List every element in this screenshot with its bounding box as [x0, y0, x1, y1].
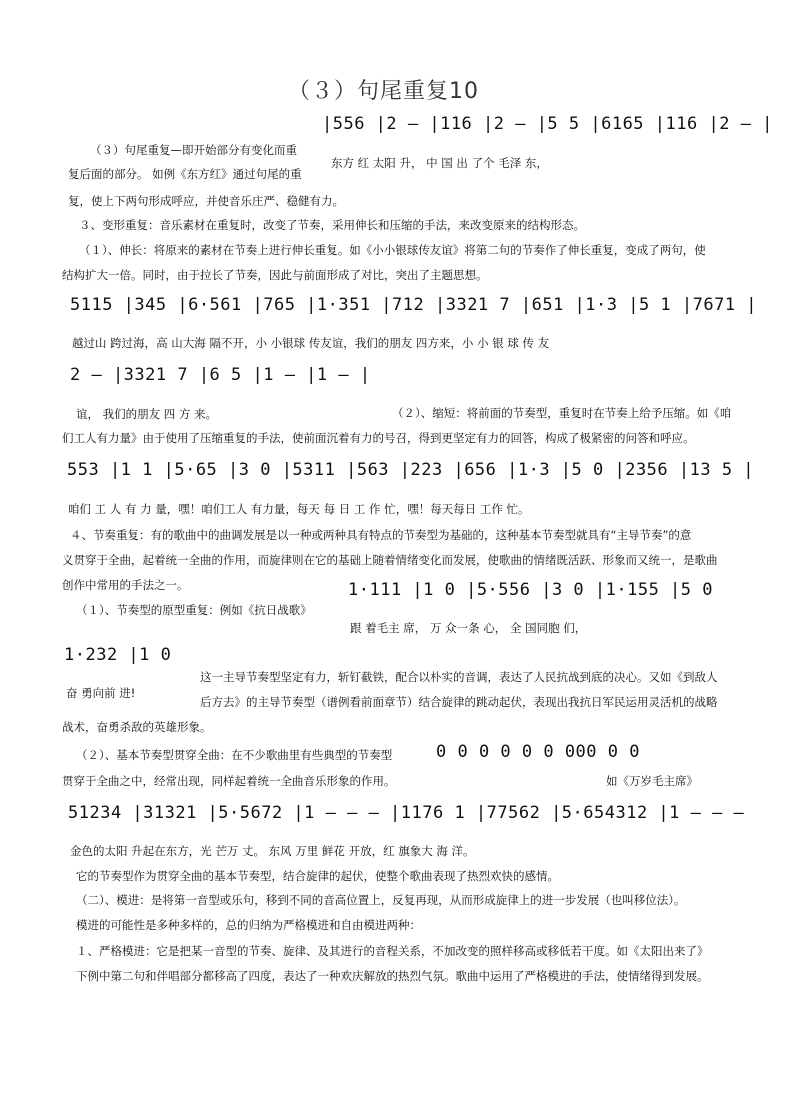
score-yinqiu-lyrics-2: 谊， 我们的朋友 四 方 来。	[76, 407, 218, 421]
score-kangri-lyrics-1: 跟 着毛主 席， 万 众一条 心， 全 国同胞 们，	[350, 621, 587, 635]
paragraph-line: （二）、模进：是将第一音型或乐句，移到不同的音高位置上，反复再现，从而形成旋律上的进一步发展（也叫移位法）。	[76, 893, 686, 907]
paragraph-line: ４、节奏重复：有的歌曲中的曲调发展是以一种或两种具有特点的节奏型为基础的，这种基本节奏型就具有“主导节奏”的意	[70, 528, 692, 542]
score-maozhuxi-lyrics: 金色的太阳 升起在东方，光 芒万 丈。 东风 万里 鲜花 开放，红 旗象大 海 洋。	[70, 844, 475, 858]
paragraph-line: （１）、伸长：将原来的素材在节奏上进行伸长重复。如《小小银球传友谊》将第二句的节奏作了伸长重复，变成了两句，使	[79, 243, 706, 257]
paragraph-line: 贯穿于全曲之中，经常出现，同样起着统一全曲音乐形象的作用。	[62, 774, 396, 788]
paragraph-line: 后方去》的主导节奏型（谱例看前面章节）结合旋律的跳动起伏，表现出我抗日军民运用灵活机的战略	[200, 695, 718, 709]
page-title: （３）句尾重复10	[288, 79, 479, 104]
score-kangri-notes-2: 1·232 |1 0	[64, 645, 172, 665]
paragraph-line: 义贯穿于全曲，起着统一全曲的作用，而旋律则在它的基础上随着情绪变化而发展，使歌曲的情绪既活跃、形象而又统一，是歌曲	[62, 553, 718, 567]
paragraph-line: 这一主导节奏型坚定有力，斩钉截铁，配合以朴实的音调，表达了人民抗战到底的决心。又如《到敌人	[200, 670, 718, 684]
paragraph-line: 复，使上下两句形成呼应，并使音乐庄严、稳健有力。	[68, 194, 344, 208]
paragraph-line: 们工人有力量》由于使用了压缩重复的手法，使前面沉着有力的号召，得到更坚定有力的回答，构成了极紧密的问答和呼应。	[62, 431, 695, 445]
paragraph-line: （２）、基本节奏型贯穿全曲：在不少歌曲里有些典型的节奏型	[76, 748, 393, 762]
score-dongfanghong-lyrics: 东方 红 太阳 升， 中 国 出 了个 毛泽 东，	[331, 156, 548, 170]
paragraph-line: 它的节奏型作为贯穿全曲的基本节奏型，结合旋律的起伏，使整个歌曲表现了热烈欢快的感情。	[76, 869, 559, 883]
score-kangri-lyrics-2: 奋 勇向前 进!	[66, 686, 136, 700]
rhythm-pattern: 0 0 0 0 0 0 000 0 0	[436, 742, 640, 762]
paragraph-line: ３、变形重复：音乐素材在重复时，改变了节奏，采用伸长和压缩的手法，来改变原来的结构形态。	[79, 218, 585, 232]
paragraph-line: 战术，奋勇杀敌的英雄形象。	[62, 720, 212, 734]
score-kangri-notes-1: 1·111 |1 0 |5·556 |3 0 |1·155 |5 0	[348, 580, 713, 600]
paragraph-line: 下例中第二句和伴唱部分都移高了四度，表达了一种欢庆解放的热烈气氛。歌曲中运用了严格模进的手法，使情绪得到发展。	[76, 969, 709, 983]
song-reference: 如《万岁毛主席》	[606, 774, 698, 788]
score-yinqiu-notes-2: 2 – |3321 7 |6 5 |1 – |1 – |	[70, 365, 371, 385]
paragraph-line: 模进的可能性是多种多样的，总的归纳为严格模进和自由模进两种：	[76, 918, 421, 932]
paragraph-line: １、严格模进：它是把某一音型的节奏、旋律、及其进行的音程关系，不加改变的照样移高或移低若干度。如《太阳出来了》	[76, 944, 709, 958]
score-yinqiu-lyrics-1: 越过山 跨过海，高 山大海 隔不开，小 小银球 传友谊，我们的朋友 四方来，小 小 银 球 传 友	[72, 336, 550, 350]
score-maozhuxi-notes: 51234 |31321 |5·5672 |1 – – – |1176 1 |77562 |5·654312 |1 – – –	[68, 803, 745, 823]
paragraph-line: （３）句尾重复—即开始部分有变化而重	[90, 143, 297, 157]
score-gongren-notes: 553 |1 1 |5·65 |3 0 |5311 |563 |223 |656 |1·3 |5 0 |2356 |13 5 |	[67, 460, 755, 480]
paragraph-line: （２）、缩短：将前面的节奏型，重复时在节奏上给予压缩。如《咱	[392, 406, 732, 420]
score-dongfanghong-notes: |556 |2 – |116 |2 – |5 5 |6165 |116 |2 – |	[322, 114, 773, 134]
paragraph-line: 创作中常用的手法之一。	[62, 578, 189, 592]
paragraph-line: 复后面的部分。 如例《东方红》通过句尾的重	[68, 167, 302, 181]
paragraph-line: 结构扩大一倍。同时，由于拉长了节奏，因此与前面形成了对比，突出了主题思想。	[62, 268, 488, 282]
paragraph-line: （１）、节奏型的原型重复：例如《抗日战歌》	[76, 603, 312, 617]
score-yinqiu-notes-1: 5115 |345 |6·561 |765 |1·351 |712 |3321 7 |651 |1·3 |5 1 |7671 |	[70, 295, 758, 315]
score-gongren-lyrics: 咱们 工 人 有 力 量，嘿！咱们工人 有力量，每天 每 日 工 作 忙，嘿！每天每日 工作 忙。	[68, 502, 530, 516]
